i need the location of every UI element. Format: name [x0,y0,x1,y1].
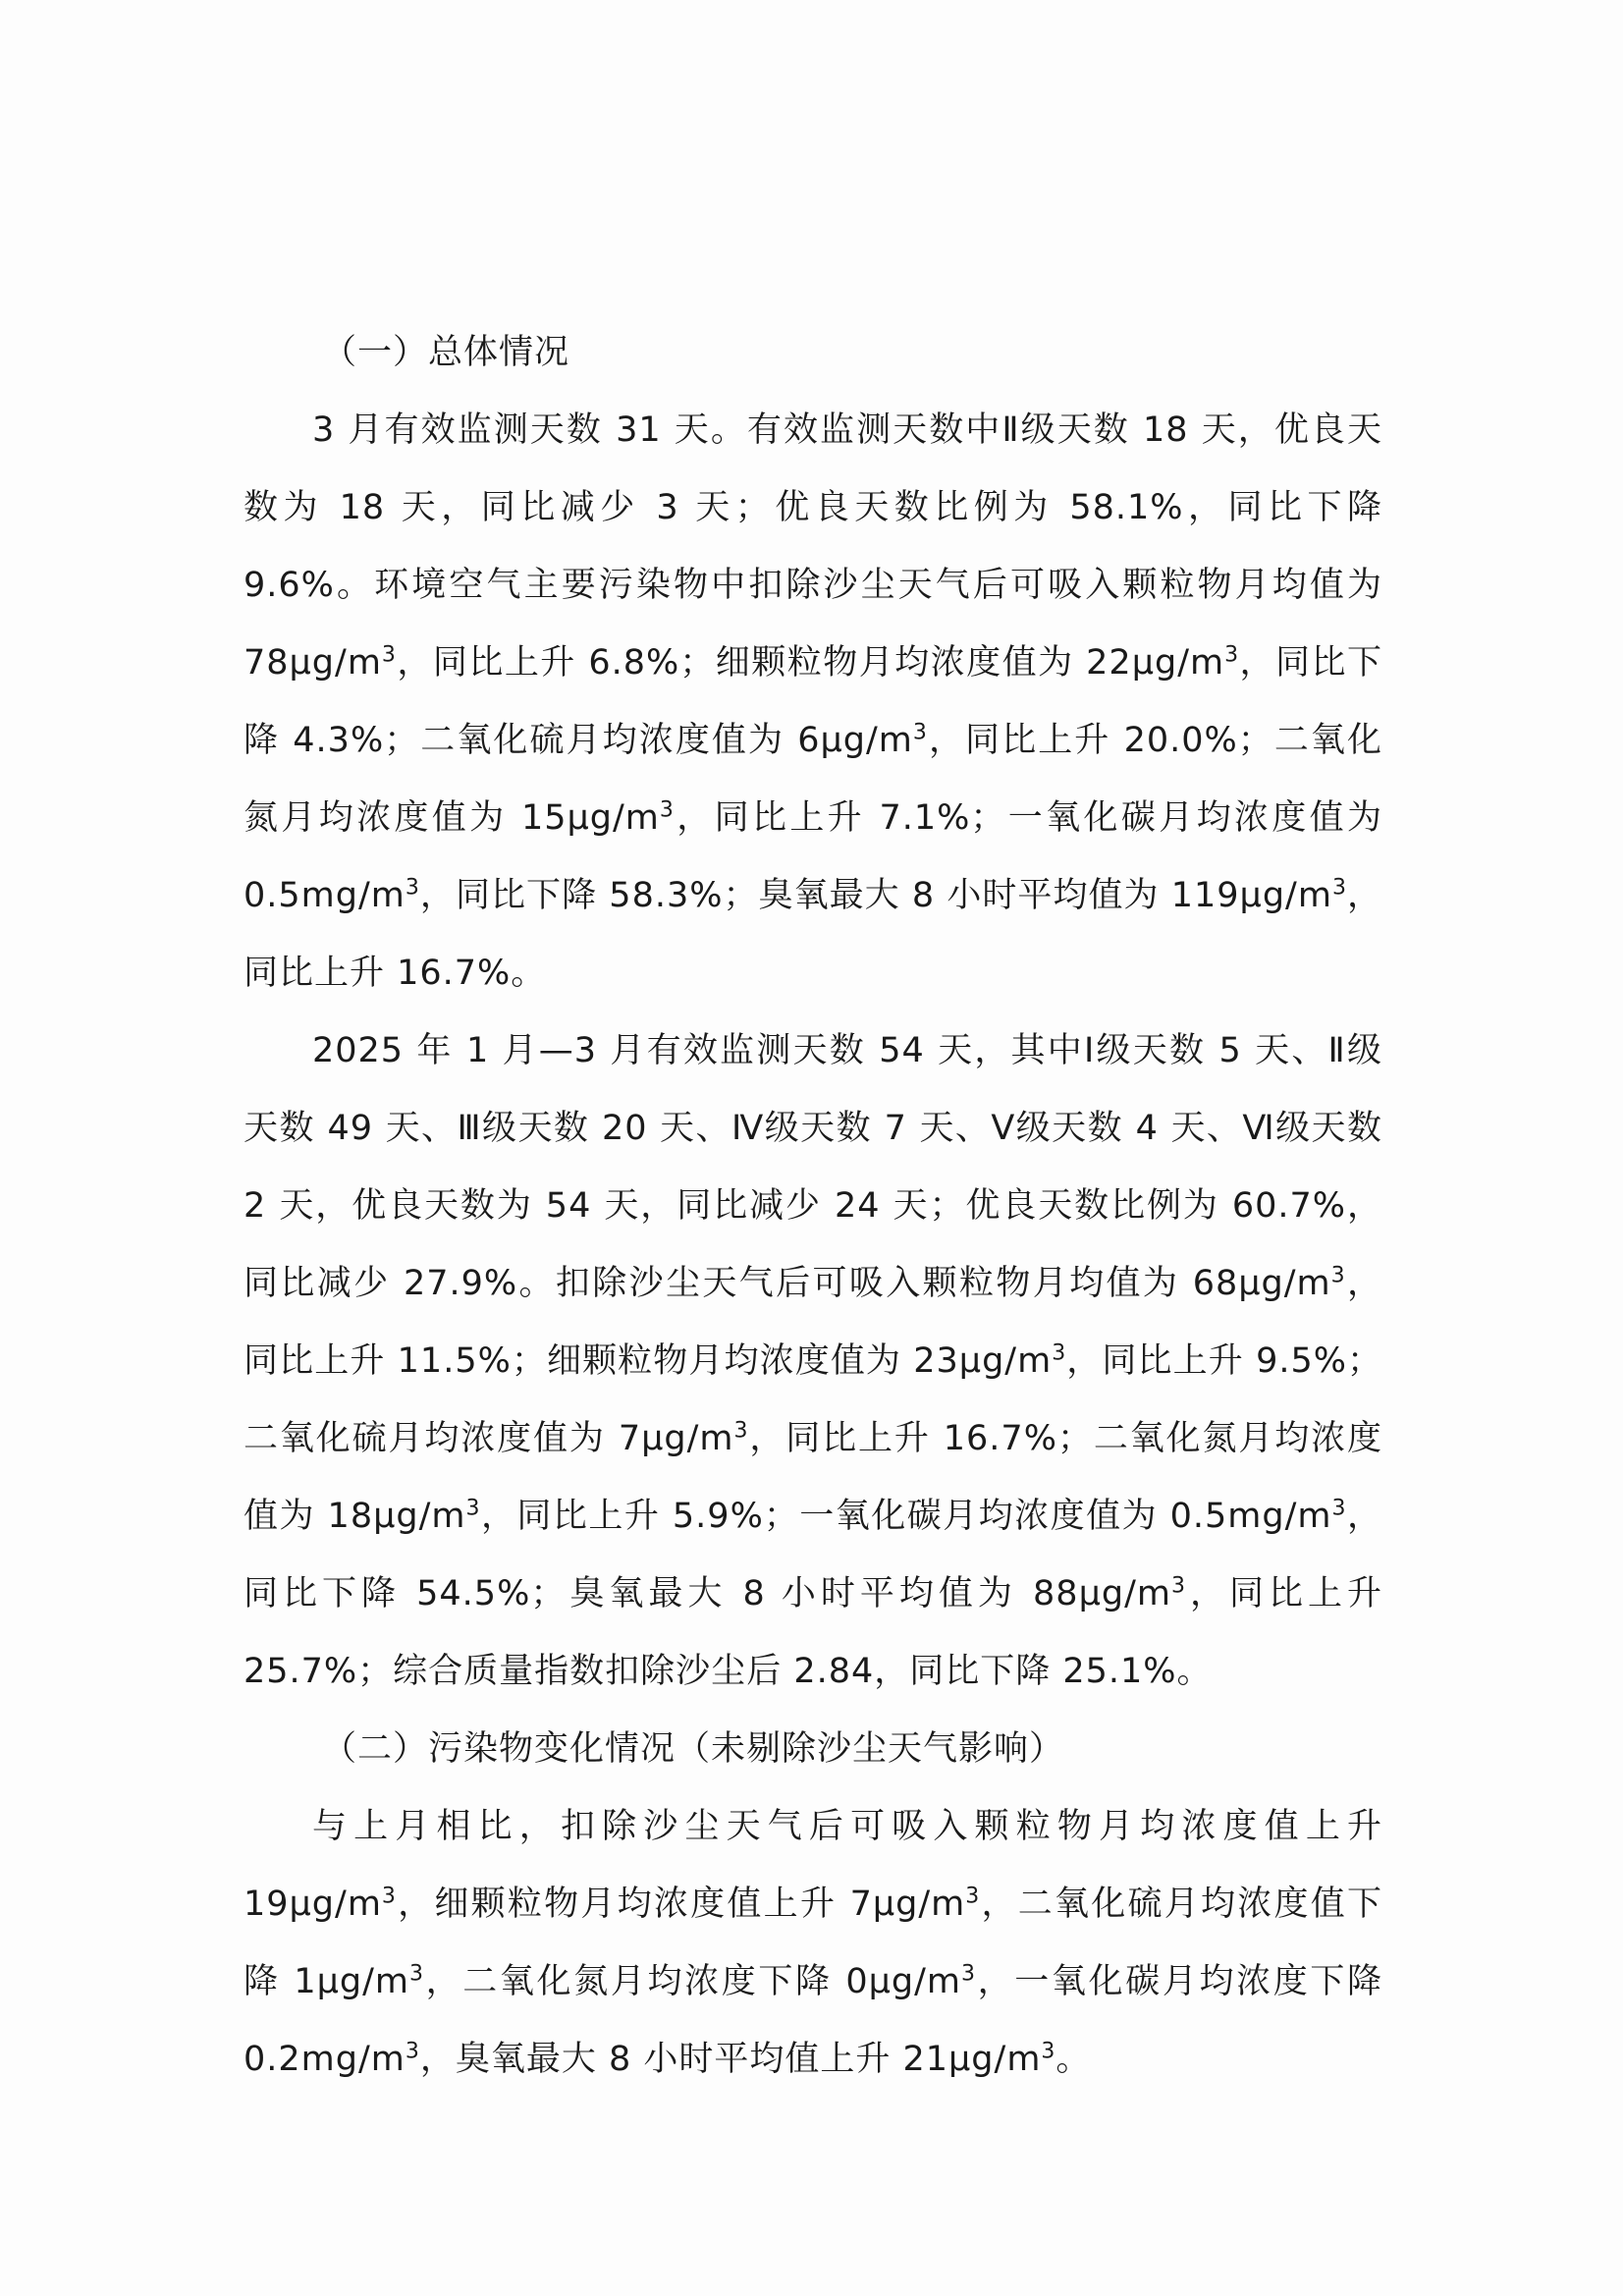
paragraph-q1-summary: 2025 年 1 月—3 月有效监测天数 54 天，其中Ⅰ级天数 5 天、Ⅱ级天数 49 天、Ⅲ级天数 20 天、Ⅳ级天数 7 天、Ⅴ级天数 4 天、Ⅵ级天数 2 天，优良天数为 54 天，同比减少 24 天；优良天数比例为 60.7%，同比减少 27.9%。扣除沙尘天气后可吸入颗粒物月均值为 $68\mu g/m^3$，同比上升 11.5%；细颗粒物月均浓度值为 $23\mu g/m^3$，同比上升 9.5%；二氧化硫月均浓度值为 $7\mu g/m^3$，同比上升 16.7%；二氧化氮月均浓度值为 $18\mu g/m^3$，同比上升 5.9%；一氧化碳月均浓度值为 $0.5mg/m^3$，同比下降 54.5%；臭氧最大 8 小时平均值为 $88\mu g/m^3$，同比上升 25.7%；综合质量指数扣除沙尘后 2.84，同比下降 25.1%。 [243,1031,1382,1691]
paragraph-march-summary: 3 月有效监测天数 31 天。有效监测天数中Ⅱ级天数 18 天，优良天数为 18 天，同比减少 3 天；优良天数比例为 58.1%，同比下降 9.6%。环境空气主要污染物中扣除沙尘天气后可吸入颗粒物月均值为 $78\mu g/m^3$，同比上升 6.8%；细颗粒物月均浓度值为 $22\mu g/m^3$，同比下降 4.3%；二氧化硫月均浓度值为 $6\mu g/m^3$，同比上升 20.0%；二氧化氮月均浓度值为 $15\mu g/m^3$，同比上升 7.1%；一氧化碳月均浓度值为 $0.5mg/m^3$，同比下降 58.3%；臭氧最大 8 小时平均值为 $119\mu g/m^3$，同比上升 16.7%。 [243,410,1382,993]
section-heading-overall: （一）总体情况 [322,333,570,372]
document-body [243,314,1382,2099]
section-heading-pollutant-change: （二）污染物变化情况（未剔除沙尘天气影响） [322,1729,1065,1769]
paragraph-month-over-month: 与上月相比，扣除沙尘天气后可吸入颗粒物月均浓度值上升 $19\mu g/m^3$，细颗粒物月均浓度值上升 $7\mu g/m^3$，二氧化硫月均浓度值下降 $1\mu g/m^3$，二氧化氮月均浓度下降 $0\mu g/m^3$，一氧化碳月均浓度下降 $0.2mg/m^3$，臭氧最大 8 小时平均值上升 $21\mu g/m^3$。 [243,1807,1382,2079]
